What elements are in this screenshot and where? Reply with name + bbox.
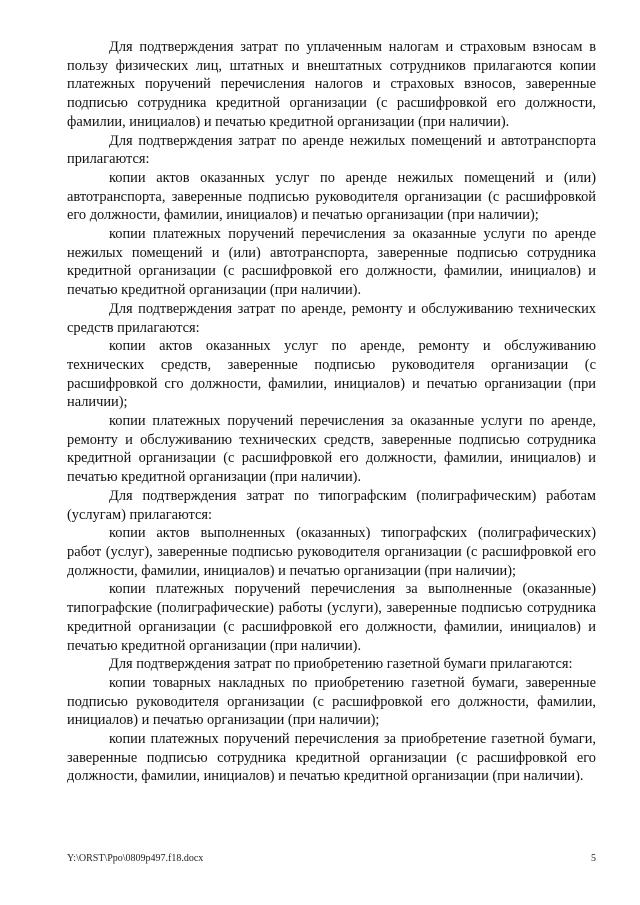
paragraph: Для подтверждения затрат по приобретению газетной бумаги прилагаются:: [109, 656, 573, 673]
paragraph: Для подтверждения затрат по аренде, ремонту и обслуживанию технических средств прилагаются:: [67, 300, 596, 336]
paragraph: Для подтверждения затрат по типографским (полиграфическим) работам (услугам) прилагаются:: [67, 487, 596, 523]
page-number: 5: [591, 853, 596, 864]
paragraph: копии платежных поручений перечисления за оказанные услуги по аренде нежилых помещений и (или) автотранспорта, заверенные подписью сотрудника кредитной организации (с расшифровкой его должности, фамилии, инициалов) и печатью кредитной организации (при наличии).: [67, 226, 596, 299]
paragraph: Для подтверждения затрат по аренде нежилых помещений и автотранспорта прилагаются:: [67, 132, 596, 168]
paragraph: копии платежных поручений перечисления за оказанные услуги по аренде, ремонту и обслуживанию технических средств, заверенные подписью сотрудника кредитной организации (с расшифровкой его должности, фамилии, инициалов) и печатью кредитной организации (при наличии).: [67, 413, 596, 486]
paragraph: Для подтверждения затрат по уплаченным налогам и страховым взносам в пользу физических лиц, штатных и внештатных сотрудников прилагаются копии платежных поручений перечисления налогов и страховых взносов, заверенные подписью сотрудника кредитной организации (с расшифровкой его должности, фамилии, инициалов) и печатью кредитной организации (при наличии).: [67, 39, 596, 130]
paragraph: копии актов выполненных (оказанных) типографских (полиграфических) работ (услуг), заверенные подписью руководителя организации (с расшифровкой его должности, фамилии, инициалов) и печатью организации (при наличии);: [67, 525, 596, 579]
paragraph: копии товарных накладных по приобретению газетной бумаги, заверенные подписью руководителя организации (с расшифровкой его должности, фамилии, инициалов) и печатью организации (при наличии);: [67, 674, 596, 729]
paragraph: копии платежных поручений перечисления за приобретение газетной бумаги, заверенные подписью сотрудника кредитной организации (с расшифровкой его должности, фамилии, инициалов) и печатью кредитной организации (при наличии).: [67, 731, 596, 785]
paragraph: копии платежных поручений перечисления за выполненные (оказанные) типографские (полиграфические) работы (услуги), заверенные подписью сотрудника кредитной организации (с расшифровкой его должности, фамилии, инициалов) и печатью кредитной организации (при наличии).: [67, 581, 596, 654]
footer-file-path: Y:\ORST\Ppo\0809p497.f18.docx: [67, 853, 204, 864]
paragraph: копии актов оказанных услуг по аренде нежилых помещений и (или) автотранспорта, заверенные подписью руководителя организации (с расшифровкой его должности, фамилии, инициалов) и печатью организации (при наличии);: [67, 169, 596, 224]
paragraph: копии актов оказанных услуг по аренде, ремонту и обслуживанию технических средств, заверенные подписью руководителя организации (с расшифровкой сго должности, фамилии, инициалов) и печатью организации (при наличии);: [67, 338, 596, 411]
document-body: [67, 38, 596, 786]
